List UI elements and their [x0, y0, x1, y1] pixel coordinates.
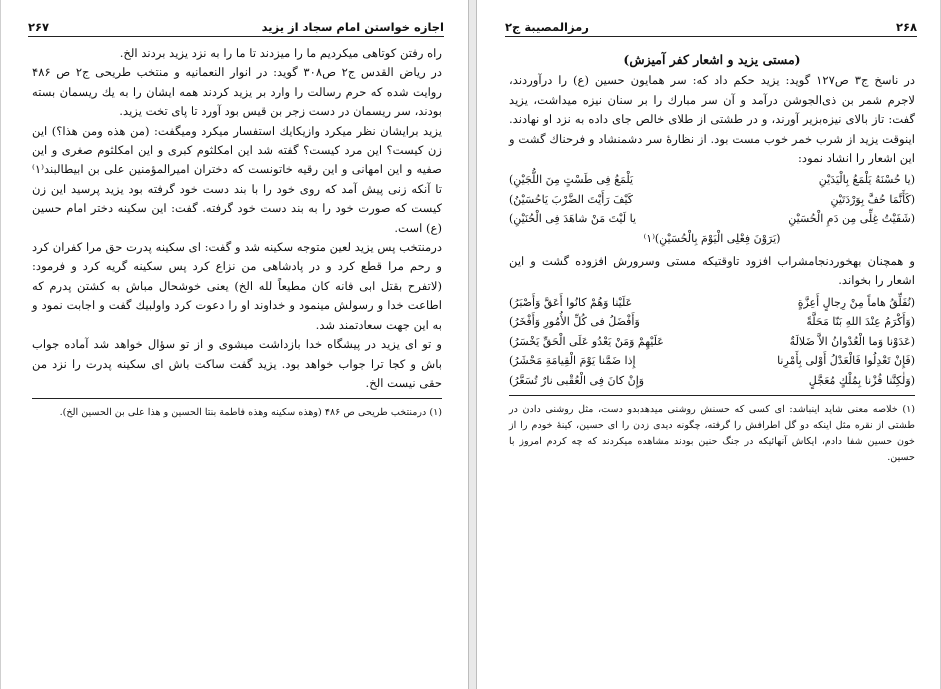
left-paragraph-1: راه رفتن کوتاهی میکردیم ما را میزدند تا ما را به نزد یزید بردند الخ.: [119, 46, 442, 60]
verse-line: [509, 332, 915, 351]
left-footnote: (۱) درمنتخب طریحی ص ۴۸۶ (وهذه سکینه وهذه فاطمة بنتا الحسین و هذا علی بن الحسین الخ).: [59, 407, 442, 419]
verse-line: [509, 351, 915, 370]
book-gutter: [468, 0, 477, 689]
left-paragraph-3: یزید برایشان نظر میکرد وازیکایك استفسار میکرد ومیگفت: (من هذه ومن هذا؟) این زن کیست؟ این مرد کیست؟ گفته شد این امکلثوم کبری و این امکلثوم صغری و این صفیه و این امهانی و این رقیه خاتونست که دختران امیرالمؤمنین علی بن ابیطالبند⁽۱⁾ تا آنکه زنی پیش آمد که روی خود را با بند دست خود گرفته بود یزید پرسید این زن کیست که صورت خود را به بند دست خود گرفته. گفت: این سکینه دختر امام حسین (ع) است.: [32, 123, 442, 235]
left-paragraph-5: و تو ای یزید در پیشگاه خدا بازداشت میشوی و از تو سؤال خواهد شد آماده جواب باش و کجا ترا جواب خواهد بود. یزید گفت ساکت باش ای سکینه پدرت را نزد من حقی نیست الخ.: [32, 337, 442, 390]
verse-second-hemistich: وَأَفْضَلُ فی كُلِّ الأُمُورِ وَأَفْخَرُ): [509, 315, 640, 329]
verse-second-hemistich: عَلَیْهِمْ وَمَنْ یَعْدُو عَلَی الْحَقِّ یَخْسَرُ): [509, 334, 664, 348]
right-page-header: [505, 12, 917, 34]
verse-second-hemistich: عَلَیْنا وَهُمْ كانُوا أَعَقَّ وَأَصْبَرُ): [509, 295, 633, 309]
left-page-edge: [0, 0, 1, 689]
right-paragraph-1: در ناسخ ج۳ ص۱۲۷ گوید: یزید حکم داد که: سر همایون حسین (ع) را درآوردند، لاجرم شمر بن ذی‌الجوشن درآمد و آن سر مبارك را بر سنان نیزه میداشت، یزید گفت: تاز بالای نیزه‌بزیر آورند، و در طشتی از طلای خالص جای داده به نزد او نهادند. اینوقت یزید از شرب خمر خوب مست بود. از نظارهٔ سر دشمنشاد و فرحناك گشت و این اشعار را انشاد نمود:: [509, 73, 916, 166]
left-page: [0, 0, 468, 689]
verse-first-hemistich: (فَإِنْ تَعْدِلُوا فَالْعَدْلُ أَوْلی بِأَمْرِنا: [777, 354, 915, 368]
verse-line: [509, 229, 915, 248]
left-page-header: [28, 12, 444, 34]
verse-line: [509, 293, 915, 312]
verse-first-hemistich: (كَأَنَّمَا حُفَّ بِوَرْدَتَیْنِ: [830, 192, 915, 206]
verse-line: [509, 371, 915, 390]
verse-first-hemistich: (یا حُسْنَهُ یَلْمَعُ بِالْیَدَیْنِ: [818, 173, 915, 187]
verse-second-hemistich: یَلْمَعُ فِی طَسْتٍ مِنَ اللُّجَیْنِ): [509, 173, 634, 187]
verse-second-hemistich: یا لَیْتَ مَنْ شاهَدَ فِی الْحُنَیْنِ): [509, 212, 637, 226]
verse-single-hemistich: (یَرَوْنَ فِعْلِی الْیَوْمَ بِالْحُسَیْنِ)⁽۱⁾: [643, 231, 781, 245]
verse-first-hemistich: (نُفَلِّقُ هاماً مِنْ رِجالٍ أَعِزَّةٍ: [797, 295, 915, 309]
verse-second-hemistich: كَیْفَ رَأَیْتَ الضَّرْبَ یَاحُسَیْنُ): [509, 192, 634, 206]
right-page-number: ۲۶۸: [895, 20, 917, 34]
verse-line: [509, 170, 915, 189]
left-running-title: اجازه خواستن امام سجاد از یزید: [261, 20, 444, 34]
right-footnote-rule: [509, 395, 915, 396]
verses-block-2: [509, 293, 915, 390]
left-page-number: ۲۶۷: [28, 20, 50, 34]
left-footnote-rule: [32, 398, 442, 399]
verses-block-1: [509, 170, 915, 248]
left-header-rule: [28, 36, 444, 37]
right-header-rule: [505, 36, 917, 37]
right-running-title: رمزالمصیبة ج۲: [505, 20, 589, 34]
right-page: [477, 0, 941, 689]
left-paragraph-2: در ریاض القدس ج۲ ص۳۰۸ گوید: در انوار النعمانیه و منتخب طریحی ج۲ ص ۴۸۶ روایت شده که حرم رسالت را وارد بر یزید کردند همه ایشان را به یك ریسمان بسته بودند، سر ریسمان در دست زجر بن قیس بود آورد تا پای تخت یزید.: [32, 65, 443, 119]
verse-first-hemistich: (وَأَكْرَمُ عِنْدَ اللهِ بَنّا مَحَلَّةً: [806, 315, 915, 329]
verse-second-hemistich: وَإِنْ كانَ فِی الْعُقْبی نارٌ تُسَعَّرُ): [509, 373, 645, 387]
left-page-body: [32, 44, 442, 421]
right-paragraph-2: و همچنان بهخوردنجامشراب افزود تاوقتیکه مستی وسرورش افزوده گشت و این اشعار را بخواند.: [509, 254, 915, 288]
verse-line: [509, 190, 915, 209]
verse-first-hemistich: (وَلٰكِنَّنا فُزْنا بِمُلْكٍ مُعَجَّلٍ: [808, 373, 915, 387]
verse-first-hemistich: (عَدَوْنا وَما الْعُدْوانُ الاَّ ضَلالَةٌ: [789, 334, 915, 348]
right-footnote: (۱) خلاصه معنی شاید اینباشد: ای کسی که حسنش روشنی میدهدبدو دست، مثل روشنی دادن در طشتی از نقره مثل اینکه دو گل اطرافش را گرفته، چگونه دیدی زدن را ای حسین، کینهٔ خودم را از خون حسین شفا دادم، ایکاش آنهائیکه در جنگ حنین بودند مشاهده میکردند که چه کردم امروز با حسین.: [509, 403, 915, 463]
verse-line: [509, 312, 915, 331]
left-paragraph-4: درمنتخب پس یزید لعین متوجه سکینه شد و گفت: ای سکینه پدرت حق مرا کفران کرد و رحم مرا قطع کرد و در پادشاهی من نزاع کرد پس سکینه گریه کرد و فرمود: (لاتفرح بقتل ابی فانه کان مطیعاً لله الخ) یعنی خوشحال مباش به کشتن پدرم که اطاعت خدا و رسولش مینمود و خداوند او را دعوت کرد واولبیك گفت و اجابت نمود و به این جهت سعادتمند شد.: [32, 240, 442, 332]
right-page-body: [509, 44, 915, 466]
verse-first-hemistich: (شَفَیْتُ غِلِّی مِن دَمِ الْحُسَیْنِ: [788, 212, 915, 226]
section-title: (مستی یزید و اشعار کفر آمیزش): [623, 52, 801, 67]
verse-second-hemistich: إِذا ضَمَّنا یَوْمَ الْقِیامَةِ مَحْشَرُ): [509, 354, 636, 368]
verse-line: [509, 209, 915, 228]
